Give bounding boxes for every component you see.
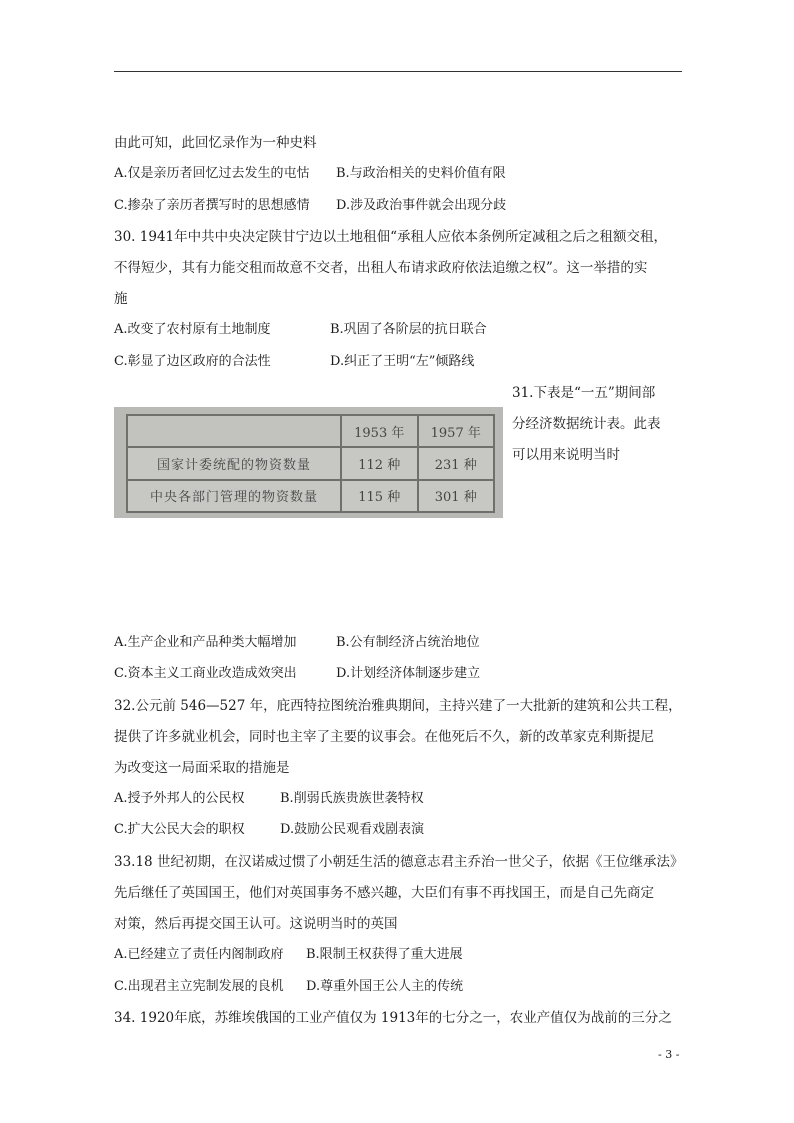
q33-option-b: B.限制王权获得了重大进展 — [306, 947, 463, 962]
q33-stem-line2: 先后继任了英国国王，他们对英国事务不感兴趣，大臣们有事不再找国王，而是自己先商定 — [114, 885, 654, 901]
table-row-label: 中央各部门管理的物资数量 — [127, 480, 341, 512]
q33-option-a: A.已经建立了责任内阁制政府 — [114, 947, 284, 962]
q30-stem-line3: 施 — [114, 291, 128, 307]
q31-stem-line1: 31.下表是“一五”期间部 — [512, 385, 656, 401]
table-header-1953: 1953 年 — [341, 415, 418, 447]
table-cell: 231 种 — [418, 447, 495, 479]
q33-stem-line1: 33.18 世纪初期，在汉诺威过惯了小朝廷生活的德意志君主乔治一世父子，依据《王位继承法》 — [114, 854, 684, 870]
q33-option-c: C.出现君主立宪制发展的良机 — [114, 979, 284, 994]
q33-option-d: D.尊重外国王公人主的传统 — [306, 979, 464, 994]
q30-stem-line2: 不得短少，其有力能交租而故意不交者，出租人布请求政府依法追缴之权”。这一举措的实 — [114, 260, 648, 276]
q29-option-b: B.与政治相关的史料价值有限 — [336, 166, 506, 181]
q30-option-b: B.巩固了各阶层的抗日联合 — [330, 322, 487, 337]
q30-option-a: A.改变了农村原有土地制度 — [114, 322, 271, 337]
q33-stem-line3: 对策，然后再提交国王认可。这说明当时的英国 — [114, 916, 398, 932]
table-row — [127, 480, 494, 512]
q31-option-d: D.计划经济体制逐步建立 — [336, 666, 481, 681]
q32-option-b: B.削弱氏族贵族世袭特权 — [280, 791, 424, 806]
q31-option-b: B.公有制经济占统治地位 — [336, 635, 480, 650]
q32-option-a: A.授予外邦人的公民权 — [114, 791, 245, 806]
q30-stem-line1: 30. 1941年中共中央决定陕甘宁边以土地租佃“承租人应依本条例所定减租之后之租额交租， — [114, 229, 668, 245]
q32-stem-line2: 提供了许多就业机会，同时也主宰了主要的议事会。在他死后不久，新的改革家克利斯提尼 — [114, 729, 654, 745]
table-header-row — [127, 415, 494, 447]
table-cell: 301 种 — [418, 480, 495, 512]
q32-option-d: D.鼓励公民观看戏剧表演 — [280, 822, 425, 837]
q31-option-a: A.生产企业和产品种类大幅增加 — [114, 635, 297, 650]
table-row — [127, 447, 494, 479]
q29-option-d: D.涉及政治事件就会出现分歧 — [336, 198, 507, 213]
intro-text: 由此可知，此回忆录作为一种史料 — [114, 135, 317, 151]
table-header-1957: 1957 年 — [418, 415, 495, 447]
q31-option-c: C.资本主义工商业改造成效突出 — [114, 666, 297, 681]
q31-stem-line2: 分经济数据统计表。此表 — [512, 416, 661, 432]
q32-option-c: C.扩大公民大会的职权 — [114, 822, 245, 837]
table-header-corner — [127, 415, 341, 447]
q29-option-c: C.掺杂了亲历者撰写时的思想感情 — [114, 198, 310, 213]
table-cell: 112 种 — [341, 447, 418, 479]
q31-stem-line3: 可以用来说明当时 — [512, 447, 620, 463]
q29-option-a: A.仅是亲历者回忆过去发生的屯怙 — [114, 166, 310, 181]
q34-stem-line1: 34. 1920年底，苏维埃俄国的工业产值仅为 1913年的七分之一，农业产值仅为战前的三分之 — [114, 1010, 672, 1026]
q31-statistics-table — [126, 414, 495, 513]
table-row-label: 国家计委统配的物资数量 — [127, 447, 341, 479]
page-number: - 3 - — [658, 1048, 680, 1061]
q32-stem-line1: 32.公元前 546—527 年，庇西特拉图统治雅典期间，主持兴建了一大批新的建筑和公共工程， — [114, 698, 682, 714]
q31-table-image — [114, 407, 503, 518]
table-cell: 115 种 — [341, 480, 418, 512]
q32-stem-line3: 为改变这一局面采取的措施是 — [114, 760, 290, 776]
header-rule — [114, 71, 682, 72]
q30-option-c: C.彰显了边区政府的合法性 — [114, 354, 271, 369]
q30-option-d: D.纠正了王明“左”倾路线 — [330, 354, 475, 369]
